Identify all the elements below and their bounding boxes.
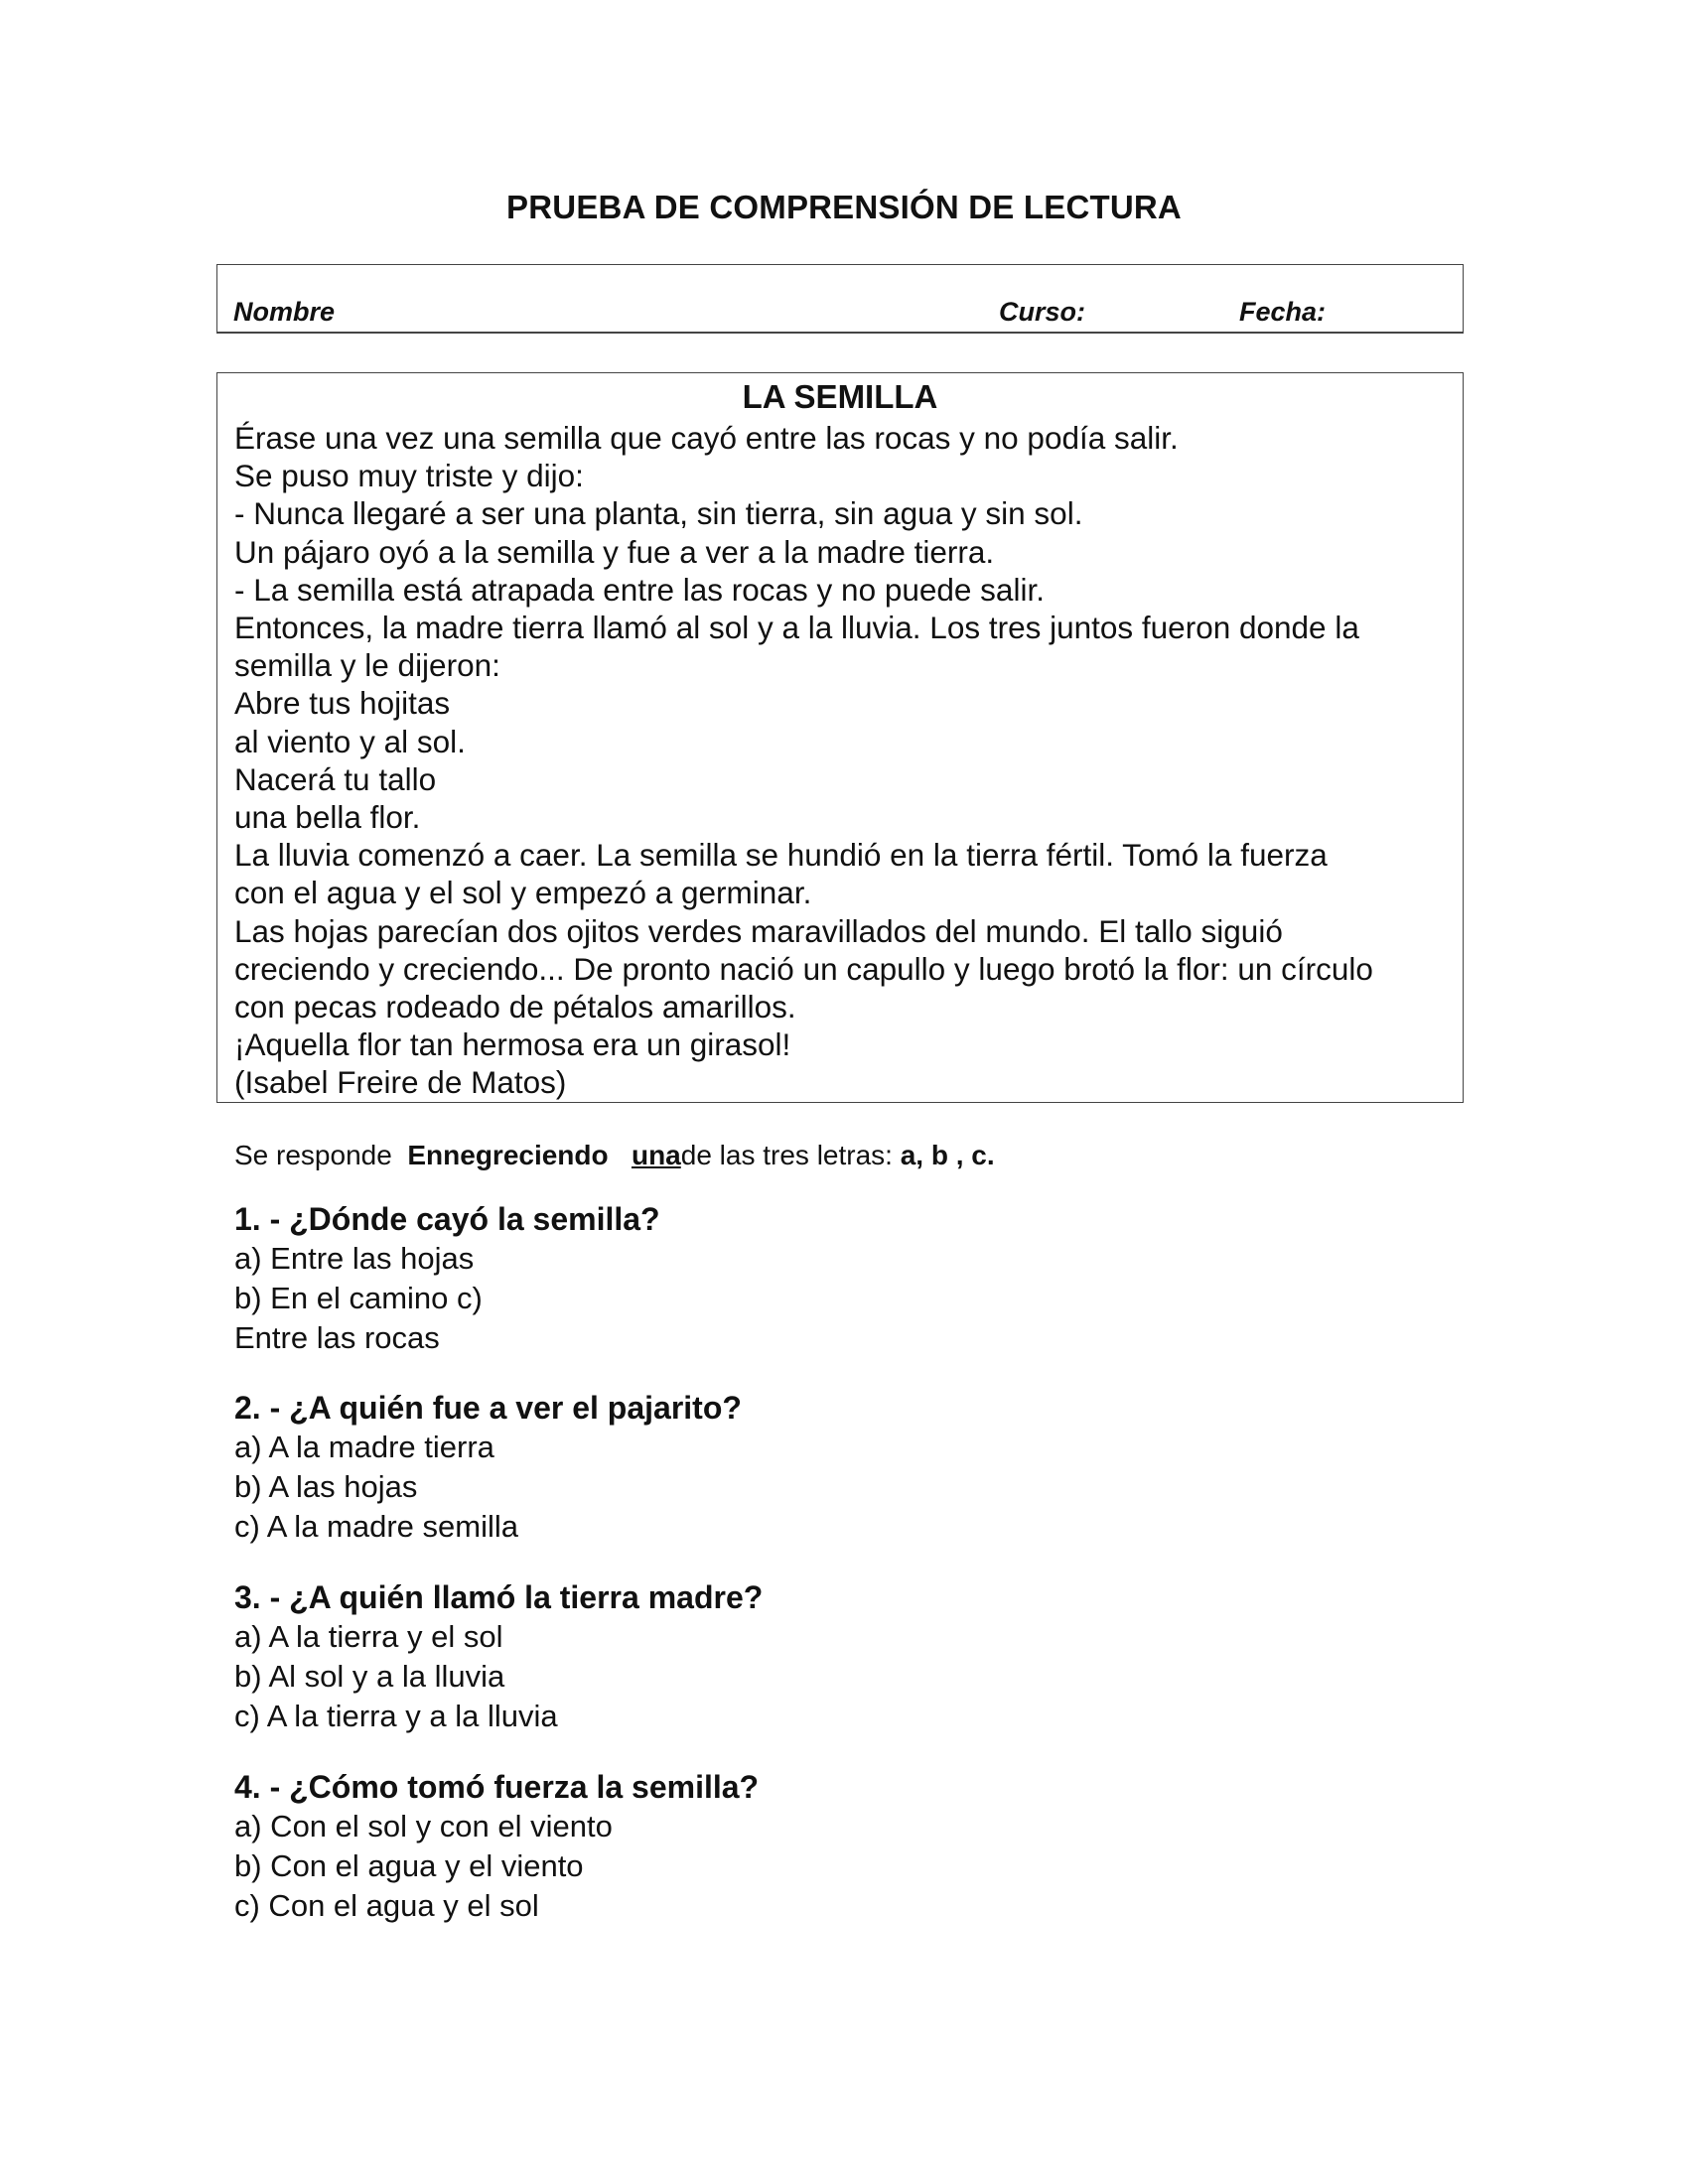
fecha-label: Fecha:: [1239, 297, 1327, 327]
story-line: con pecas rodeado de pétalos amarillos.: [234, 989, 796, 1025]
question-text: 1. - ¿Dónde cayó la semilla?: [234, 1201, 660, 1237]
story-line: (Isabel Freire de Matos): [234, 1064, 567, 1101]
question-4: [234, 1767, 759, 1926]
instruction-middle: de las tres letras:: [680, 1140, 893, 1170]
question-2: [234, 1388, 742, 1547]
story-line: - Nunca llegaré a ser una planta, sin tierra, sin agua y sin sol.: [234, 495, 1083, 532]
instruction-underlined: una: [631, 1140, 681, 1170]
answer-option: b) Al sol y a la lluvia: [234, 1659, 505, 1694]
student-info-box: [216, 264, 1464, 334]
answer-option: c) Con el agua y el sol: [234, 1888, 539, 1923]
question-1: [234, 1199, 660, 1358]
story-line: Érase una vez una semilla que cayó entre las rocas y no podía salir.: [234, 420, 1179, 456]
answer-option: c) A la madre semilla: [234, 1509, 518, 1544]
nombre-label: Nombre: [233, 297, 336, 327]
story-line: ¡Aquella flor tan hermosa era un girasol!: [234, 1026, 791, 1063]
story-line: una bella flor.: [234, 799, 421, 836]
story-line: Las hojas parecían dos ojitos verdes maravillados del mundo. El tallo siguió: [234, 912, 1283, 949]
story-line: con el agua y el sol y empezó a germinar.: [234, 875, 812, 911]
instruction-text: [234, 1140, 995, 1171]
story-title: LA SEMILLA: [742, 378, 938, 415]
answer-option: a) A la madre tierra: [234, 1430, 494, 1464]
story-line: - La semilla está atrapada entre las rocas y no puede salir.: [234, 571, 1045, 608]
instruction-bold: Ennegreciendo: [407, 1140, 609, 1170]
question-text: 2. - ¿A quién fue a ver el pajarito?: [234, 1390, 742, 1426]
story-text: [234, 419, 1449, 1102]
answer-option: a) Con el sol y con el viento: [234, 1809, 613, 1843]
answer-option: a) Entre las hojas: [234, 1241, 475, 1276]
answer-option: Entre las rocas: [234, 1320, 440, 1355]
question-3: [234, 1577, 763, 1736]
answer-option: b) A las hojas: [234, 1469, 418, 1504]
page-title: PRUEBA DE COMPRENSIÓN DE LECTURA: [506, 189, 1182, 225]
curso-label: Curso:: [999, 297, 1085, 327]
answer-option: b) Con el agua y el viento: [234, 1848, 584, 1883]
answer-option: c) A la tierra y a la lluvia: [234, 1699, 558, 1733]
question-text: 4. - ¿Cómo tomó fuerza la semilla?: [234, 1769, 760, 1805]
story-line: Abre tus hojitas: [234, 685, 451, 722]
instruction-prefix: Se responde: [234, 1140, 392, 1170]
answer-option: b) En el camino c): [234, 1281, 483, 1315]
answer-option: a) A la tierra y el sol: [234, 1619, 503, 1654]
story-line: creciendo y creciendo... De pronto nació un capullo y luego brotó la flor: un círculo: [234, 950, 1373, 987]
story-line: Un pájaro oyó a la semilla y fue a ver a la madre tierra.: [234, 533, 995, 570]
story-line: semilla y le dijeron:: [234, 647, 500, 684]
story-line: Entonces, la madre tierra llamó al sol y a la lluvia. Los tres juntos fueron donde la: [234, 610, 1359, 646]
story-line: Se puso muy triste y dijo:: [234, 458, 584, 494]
story-box: [216, 372, 1464, 1103]
story-line: al viento y al sol.: [234, 723, 466, 759]
story-line: Nacerá tu tallo: [234, 760, 437, 797]
story-line: La lluvia comenzó a caer. La semilla se hundió en la tierra fértil. Tomó la fuerza: [234, 837, 1328, 874]
question-text: 3. - ¿A quién llamó la tierra madre?: [234, 1579, 764, 1615]
instruction-letters: a, b , c.: [900, 1140, 995, 1170]
